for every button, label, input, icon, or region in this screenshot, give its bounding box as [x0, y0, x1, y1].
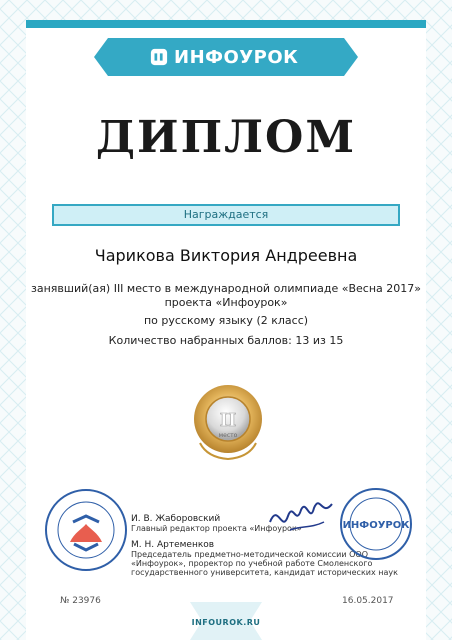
signatory-one-name: И. В. Жаборовский	[131, 514, 221, 524]
medal-icon	[190, 381, 266, 461]
logo-icon	[150, 48, 168, 66]
top-accent-bar	[26, 20, 426, 28]
diploma-number: № 23976	[60, 596, 101, 606]
svg-text:ИНФОУРОК: ИНФОУРОК	[342, 520, 410, 531]
place-line: занявший(ая) III место в международной олимпиаде «Весна 2017»	[31, 282, 421, 295]
subject-line: по русскому языку (2 класс)	[143, 314, 309, 327]
site-link[interactable]: INFOUROK.RU	[191, 618, 261, 627]
medal-numeral: II	[219, 410, 237, 431]
project-line: проекта «Инфоурок»	[164, 296, 288, 309]
brand-logo	[150, 44, 298, 70]
recipient-name: Чарикова Виктория Андреевна	[94, 246, 358, 265]
medal-caption: место	[218, 432, 238, 439]
awarded-label: Награждается	[183, 208, 269, 221]
signatory-two-name: М. Н. Артеменков	[131, 540, 215, 550]
university-emblem-icon	[44, 488, 128, 572]
stamp-icon	[338, 486, 414, 562]
awarded-banner	[52, 204, 400, 226]
signatory-two-role-3: государственного университета, кандидат исторических наук	[131, 568, 398, 577]
score-line: Количество набранных баллов: 13 из 15	[108, 334, 344, 347]
signatory-one-role: Главный редактор проекта «Инфоурок»	[131, 524, 302, 533]
diploma-title: ДИПЛОМ	[95, 112, 357, 163]
issue-date: 16.05.2017	[342, 596, 394, 606]
brand-name: ИНФОУРОК	[174, 46, 299, 68]
signatory-two-role-2: «Инфоурок», проректор по учебной работе Смоленского	[131, 559, 373, 568]
signature-mark-icon	[266, 482, 338, 542]
signatory-two-role-1: Председатель предметно-методической комиссии ООО	[131, 550, 368, 559]
